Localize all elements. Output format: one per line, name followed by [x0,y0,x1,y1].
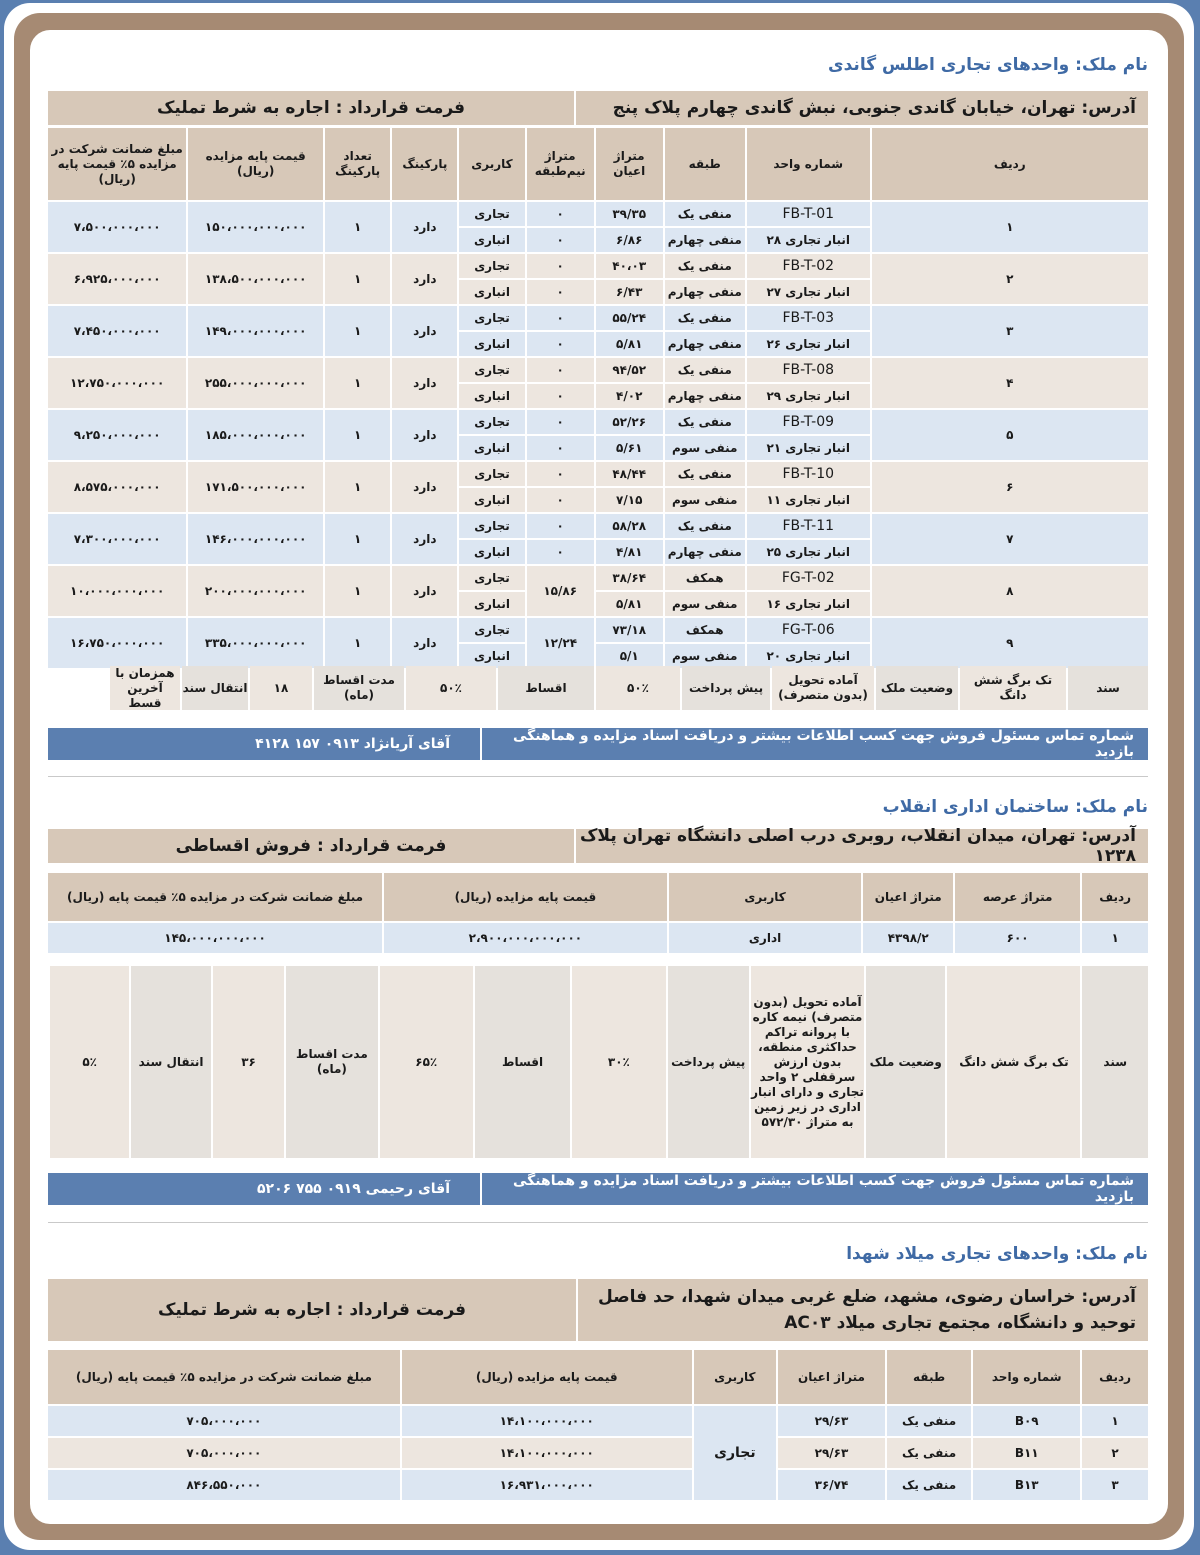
cell: منفی یک [887,1438,971,1468]
cell: ۲۵۵،۰۰۰،۰۰۰،۰۰۰ [188,358,323,408]
cell: ۳۸/۶۴ [596,566,663,590]
col-header: متراژ عرصه [955,873,1080,921]
terms-cell: اقساط [498,666,594,710]
table-row [48,1438,1148,1468]
cell: منفی سوم [665,644,745,668]
contract-format-box: فرمت قرارداد : فروش اقساطی [48,829,574,863]
cell: منفی یک [665,462,745,486]
cell: ۹ [872,618,1148,668]
table-row [48,254,1148,278]
cell: انبار تجاری ۱۱ [747,488,870,512]
col-header: کاربری [669,873,862,921]
col-header: متراژ اعیان [863,873,953,921]
cell: انباری [459,384,524,408]
cell: ۷،۴۵۰،۰۰۰،۰۰۰ [48,306,186,356]
cell: ۰ [527,358,594,382]
terms-cell: سند [1068,666,1148,710]
cell: ۱ [325,462,390,512]
cell: FB-T-01 [747,202,870,226]
cell: ۶۰۰ [955,923,1080,953]
col-header: قیمت پایه مزایده (ریال) [384,873,667,921]
cell: انبار تجاری ۲۱ [747,436,870,460]
cell: ۵/۸۱ [596,332,663,356]
cell: ۵۸/۲۸ [596,514,663,538]
terms-cell: پیش پرداخت [682,666,770,710]
cell: منفی سوم [665,488,745,512]
cell: ۱۷۱،۵۰۰،۰۰۰،۰۰۰ [188,462,323,512]
cell: ۲۰۰،۰۰۰،۰۰۰،۰۰۰ [188,566,323,616]
cell: ۳۶/۷۴ [778,1470,885,1500]
cell: ۰ [527,488,594,512]
cell: دارد [392,306,457,356]
terms-cell: ۶۵٪ [380,966,473,1158]
terms-cell: آماده تحویل (بدون متصرف) نیمه کاره با پروانه تراکم حداکثری منطقه، بدون ارزش سرقفلی ۲ واحد تجاری و دارای انبار اداری در زیر زمین به متراژ ۵۷۲/۳۰ [751,966,864,1158]
cell: ۵/۸۱ [596,592,663,616]
cell: دارد [392,618,457,668]
table-row [48,514,1148,538]
cell: ۸،۵۷۵،۰۰۰،۰۰۰ [48,462,186,512]
cell: ۳ [872,306,1148,356]
cell: ۶/۸۶ [596,228,663,252]
cell: ۹،۲۵۰،۰۰۰،۰۰۰ [48,410,186,460]
cell: ۷۰۵،۰۰۰،۰۰۰ [48,1406,400,1436]
section-divider [48,1222,1148,1223]
col-header: قیمت پایه مزایده (ریال) [402,1350,692,1404]
cell: ۴/۰۲ [596,384,663,408]
cell: ۱۲/۲۴ [527,618,594,668]
cell: همکف [665,618,745,642]
cell: منفی یک [665,410,745,434]
cell: ۳ [1082,1470,1148,1500]
cell: انبار تجاری ۲۸ [747,228,870,252]
cell: دارد [392,358,457,408]
cell: FB-T-08 [747,358,870,382]
section-title: نام ملک: ساختمان اداری انقلاب [882,797,1148,817]
terms-cell: اقساط [475,966,570,1158]
cell: تجاری [459,254,524,278]
terms-cell: تک برگ شش دانگ [960,666,1066,710]
cell: انباری [459,332,524,356]
cell: ۱ [325,202,390,252]
cell: ۲ [1082,1438,1148,1468]
cell: ۷،۳۰۰،۰۰۰،۰۰۰ [48,514,186,564]
cell: ۱۴،۱۰۰،۰۰۰،۰۰۰ [402,1406,692,1436]
cell: انبار تجاری ۲۰ [747,644,870,668]
cell: ۳۳۵،۰۰۰،۰۰۰،۰۰۰ [188,618,323,668]
cell: ۶،۹۲۵،۰۰۰،۰۰۰ [48,254,186,304]
col-header: متراژ اعیان [596,128,663,200]
cell: FB-T-02 [747,254,870,278]
cell: FB-T-11 [747,514,870,538]
table-row [48,566,1148,590]
cell: منفی چهارم [665,384,745,408]
cell: انبار تجاری ۲۷ [747,280,870,304]
cell: دارد [392,410,457,460]
terms-cell: همزمان با آخرین قسط [110,666,180,710]
cell: ۸ [872,566,1148,616]
cell: ۵/۱ [596,644,663,668]
cell: ۱ [325,254,390,304]
col-header: متراژ نیم‌طبقه [527,128,594,200]
cell: تجاری [459,410,524,434]
cell: ۰ [527,514,594,538]
cell: ۱۴،۱۰۰،۰۰۰،۰۰۰ [402,1438,692,1468]
cell: اداری [669,923,862,953]
cell: ۲،۹۰۰،۰۰۰،۰۰۰،۰۰۰ [384,923,667,953]
cell: ۱ [1082,923,1148,953]
cell: ۱۶،۷۵۰،۰۰۰،۰۰۰ [48,618,186,668]
col-header: طبقه [665,128,745,200]
cell: ۲۹/۶۳ [778,1406,885,1436]
cell: ۱۴۹،۰۰۰،۰۰۰،۰۰۰ [188,306,323,356]
col-header: قیمت پایه مزایده (ریال) [188,128,323,200]
cell: انباری [459,228,524,252]
table-row [48,618,1148,642]
section-title: نام ملک: واحدهای تجاری اطلس گاندی [828,55,1148,75]
cell: ۴/۸۱ [596,540,663,564]
units-table [46,126,1150,670]
cell: ۵/۶۱ [596,436,663,460]
terms-cell: انتقال سند [182,666,248,710]
cell: ۱ [325,358,390,408]
col-header: مبلغ ضمانت شرکت در مزایده ۵٪ قیمت پایه (ریال) [48,128,186,200]
col-header: شماره واحد [747,128,870,200]
cell: ۰ [527,254,594,278]
cell: ۰ [527,436,594,460]
cell-usage: تجاری [694,1406,776,1500]
cell: تجاری [459,618,524,642]
cell: ۱ [325,306,390,356]
cell: B۰۹ [973,1406,1080,1436]
terms-cell: ۳۰٪ [572,966,665,1158]
cell: ۹۴/۵۲ [596,358,663,382]
cell: ۱ [325,566,390,616]
cell: ۱۵۰،۰۰۰،۰۰۰،۰۰۰ [188,202,323,252]
cell: تجاری [459,306,524,330]
cell: ۷ [872,514,1148,564]
cell: ۱۵/۸۶ [527,566,594,616]
cell: ۱ [872,202,1148,252]
terms-cell: مدت اقساط (ماه) [314,666,404,710]
cell: ۱۸۵،۰۰۰،۰۰۰،۰۰۰ [188,410,323,460]
cell: منفی سوم [665,592,745,616]
cell: تجاری [459,358,524,382]
cell: منفی یک [665,202,745,226]
cell: FB-T-09 [747,410,870,434]
cell: ۴۰،۰۳ [596,254,663,278]
cell: FB-T-03 [747,306,870,330]
terms-cell: ۵۰٪ [596,666,680,710]
cell: ۰ [527,280,594,304]
terms-cell: آماده تحویل (بدون متصرف) [772,666,874,710]
terms-cell: سند [1082,966,1148,1158]
terms-cell: تک برگ شش دانگ [947,966,1080,1158]
cell: منفی چهارم [665,540,745,564]
col-header: کاربری [694,1350,776,1404]
table-row [48,202,1148,226]
cell: B۱۳ [973,1470,1080,1500]
cell: ۵ [872,410,1148,460]
contract-format-box: فرمت قرارداد : اجاره به شرط تملیک [48,91,574,125]
col-header: پارکینگ [392,128,457,200]
cell: دارد [392,514,457,564]
cell: دارد [392,202,457,252]
cell: ۱ [325,410,390,460]
cell: ۱ [325,618,390,668]
cell: منفی یک [665,254,745,278]
table-row [48,410,1148,434]
cell: انباری [459,592,524,616]
col-header: شماره واحد [973,1350,1080,1404]
cell: ۷۰۵،۰۰۰،۰۰۰ [48,1438,400,1468]
cell: ۴ [872,358,1148,408]
cell: تجاری [459,462,524,486]
cell: ۴۸/۴۴ [596,462,663,486]
terms-row [48,666,1148,710]
cell: ۰ [527,228,594,252]
terms-row [48,966,1148,1158]
cell: ۲ [872,254,1148,304]
contact-message: شماره تماس مسئول فروش جهت کسب اطلاعات بیشتر و دریافت اسناد مزایده و هماهنگی بازدید [482,728,1148,760]
cell: منفی چهارم [665,280,745,304]
col-header: ردیف [1082,873,1148,921]
address-box: آدرس: تهران، میدان انقلاب، روبری درب اصلی دانشگاه تهران پلاک ۱۲۳۸ [576,829,1148,863]
table-row [48,1406,1148,1436]
terms-cell: ۵٪ [50,966,129,1158]
cell: ۰ [527,384,594,408]
cell: ۱ [325,514,390,564]
cell: ۱۴۵،۰۰۰،۰۰۰،۰۰۰ [48,923,382,953]
cell: ۰ [527,410,594,434]
terms-cell: ۱۸ [250,666,312,710]
cell: ۱۲،۷۵۰،۰۰۰،۰۰۰ [48,358,186,408]
cell: انباری [459,644,524,668]
cell: FG-T-06 [747,618,870,642]
cell: منفی یک [887,1470,971,1500]
terms-cell: مدت اقساط (ماه) [286,966,377,1158]
terms-cell: وضعیت ملک [866,966,945,1158]
cell: منفی یک [665,306,745,330]
terms-cell: ۳۶ [213,966,284,1158]
cell: ۸۴۶،۵۵۰،۰۰۰ [48,1470,400,1500]
col-header: کاربری [459,128,524,200]
cell: انبار تجاری ۲۶ [747,332,870,356]
contract-format-box: فرمت قرارداد : اجاره به شرط تملیک [48,1279,576,1341]
contact-message: شماره تماس مسئول فروش جهت کسب اطلاعات بیشتر و دریافت اسناد مزایده و هماهنگی بازدید [482,1173,1148,1205]
cell: ۶ [872,462,1148,512]
cell: ۵۵/۲۴ [596,306,663,330]
cell: ۵۲/۲۶ [596,410,663,434]
cell: انباری [459,280,524,304]
cell: منفی یک [887,1406,971,1436]
cell: FB-T-10 [747,462,870,486]
cell: دارد [392,462,457,512]
cell: ۰ [527,462,594,486]
cell: منفی یک [665,514,745,538]
shops-table [46,1348,1150,1502]
cell: ۱۳۸،۵۰۰،۰۰۰،۰۰۰ [188,254,323,304]
cell: انباری [459,436,524,460]
cell: ۰ [527,306,594,330]
table-row [48,1470,1148,1500]
cell: ۰ [527,540,594,564]
cell: منفی چهارم [665,332,745,356]
cell: ۶/۴۳ [596,280,663,304]
cell: ۴۳۹۸/۲ [863,923,953,953]
table-row [48,306,1148,330]
cell: ۳۹/۳۵ [596,202,663,226]
terms-cell: ۵۰٪ [406,666,496,710]
col-header: ردیف [872,128,1148,200]
col-header: مبلغ ضمانت شرکت در مزایده ۵٪ قیمت پایه (ریال) [48,1350,400,1404]
cell: دارد [392,254,457,304]
terms-cell: انتقال سند [131,966,210,1158]
col-header: طبقه [887,1350,971,1404]
col-header: ردیف [1082,1350,1148,1404]
address-box: آدرس: خراسان رضوی، مشهد، ضلع غربی میدان شهدا، حد فاصل توحید و دانشگاه، مجتمع تجاری میلاد AC۰۳ [578,1279,1148,1341]
cell: تجاری [459,202,524,226]
cell: ۱ [1082,1406,1148,1436]
cell: ۱۶،۹۳۱،۰۰۰،۰۰۰ [402,1470,692,1500]
cell: ۷/۱۵ [596,488,663,512]
terms-cell: پیش پرداخت [668,966,749,1158]
cell: ۷۳/۱۸ [596,618,663,642]
table-row [48,462,1148,486]
cell: تجاری [459,566,524,590]
cell: دارد [392,566,457,616]
col-header: متراژ اعیان [778,1350,885,1404]
address-box: آدرس: تهران، خیابان گاندی جنوبی، نبش گاندی چهارم پلاک پنج [576,91,1148,125]
cell: منفی سوم [665,436,745,460]
cell: انبار تجاری ۱۶ [747,592,870,616]
cell: ۲۹/۶۳ [778,1438,885,1468]
cell: ۱۴۶،۰۰۰،۰۰۰،۰۰۰ [188,514,323,564]
cell: ۰ [527,202,594,226]
cell: منفی یک [665,358,745,382]
cell: ۰ [527,332,594,356]
cell: FG-T-02 [747,566,870,590]
building-table [46,871,1150,955]
terms-cell: وضعیت ملک [876,666,958,710]
cell: B۱۱ [973,1438,1080,1468]
section-title: نام ملک: واحدهای تجاری میلاد شهدا [846,1244,1148,1264]
cell: منفی چهارم [665,228,745,252]
col-header: تعداد پارکینگ [325,128,390,200]
cell: انبار تجاری ۲۵ [747,540,870,564]
cell: ۷،۵۰۰،۰۰۰،۰۰۰ [48,202,186,252]
col-header: مبلغ ضمانت شرکت در مزایده ۵٪ قیمت پایه (ریال) [48,873,382,921]
contact-person[interactable]: آقای آریانژاد ۰۹۱۳ ۱۵۷ ۴۱۲۸ [48,728,480,760]
section-divider [48,776,1148,777]
cell: انبار تجاری ۲۹ [747,384,870,408]
cell: تجاری [459,514,524,538]
cell: انباری [459,540,524,564]
cell: همکف [665,566,745,590]
cell: ۱۰،۰۰۰،۰۰۰،۰۰۰ [48,566,186,616]
cell: انباری [459,488,524,512]
table-row [48,923,1148,953]
table-row [48,358,1148,382]
contact-person[interactable]: آقای رحیمی ۰۹۱۹ ۷۵۵ ۵۲۰۶ [48,1173,480,1205]
